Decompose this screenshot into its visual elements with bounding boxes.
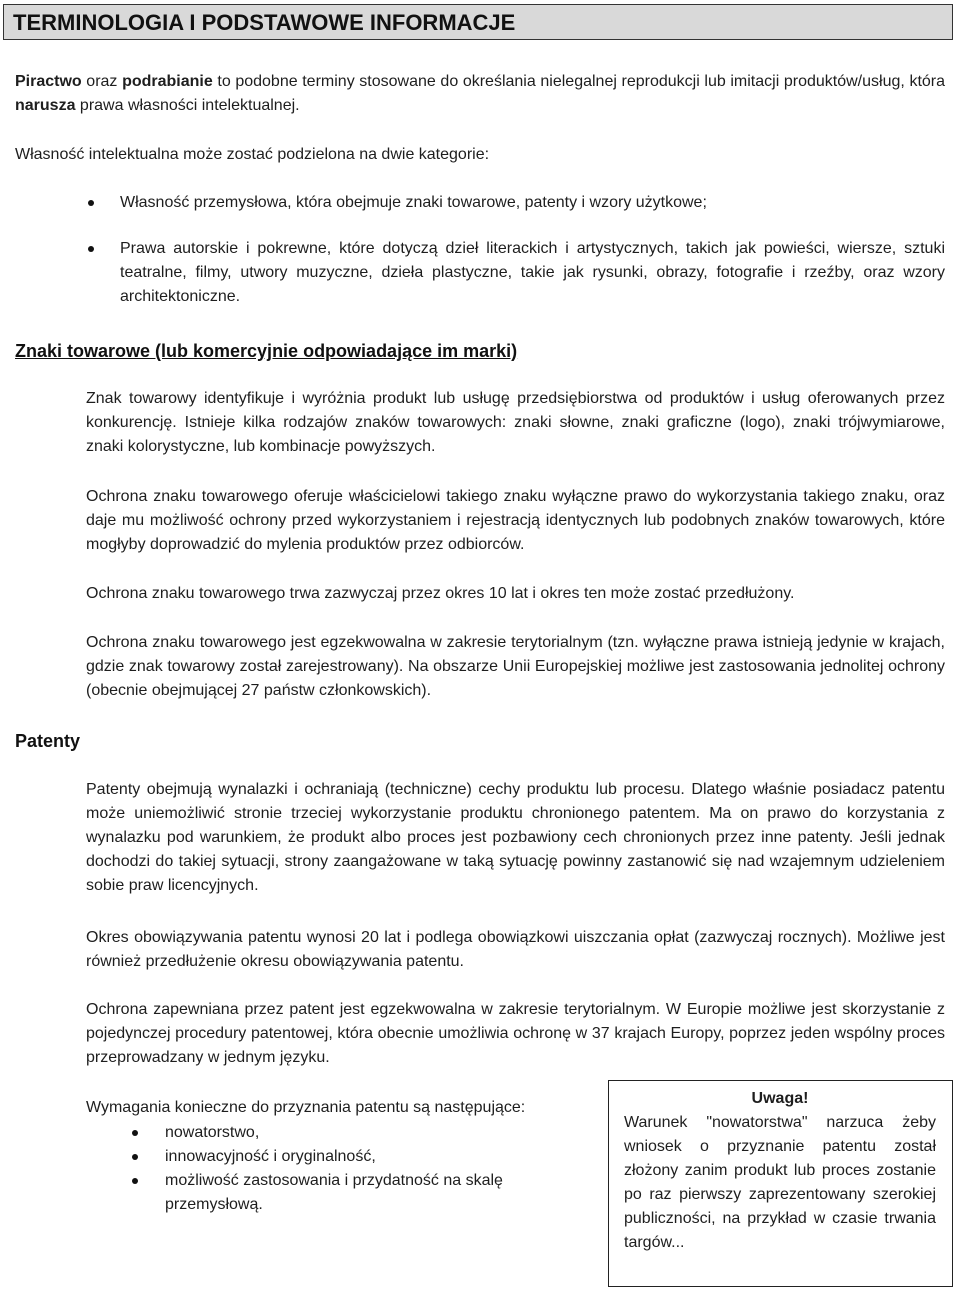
page-title: TERMINOLOGIA I PODSTAWOWE INFORMACJE (13, 10, 516, 35)
list-item-text: Prawa autorskie i pokrewne, które dotyczą dzieł literackich i artystycznych, takich jak powieści, wiersze, sztuki teatralne, filmy, utwory muzyczne, dzieła plastyczne, takie jak rysunki, obrazy, fotografie i rzeźby, oraz wzory architektoniczne. (120, 240, 945, 305)
list-item-text: możliwość zastosowania i przydatność na skalę przemysłową. (165, 1172, 503, 1213)
trademarks-paragraph-1: Znak towarowy identyfikuje i wyróżnia produkt lub usługę przedsiębiorstwa od produktów i usług oferowanych przez konkurencję. Istnieje kilka rodzajów znaków towarowych: znaki słowne, znaki graficzne (logo), znaki trójwymiarowe, znaki kolorystyczne, lub kombinacje powyższych. (86, 390, 945, 455)
term-counterfeiting: podrabianie (122, 73, 213, 90)
list-item (165, 1121, 585, 1145)
list-item-text: Własność przemysłowa, która obejmuje znaki towarowe, patenty i wzory użytkowe; (120, 194, 707, 211)
list-item-text: innowacyjność i oryginalność, (165, 1148, 376, 1165)
trademarks-paragraph-2: Ochrona znaku towarowego oferuje właścicielowi takiego znaku wyłączne prawo do wykorzystania takiego znaku, oraz daje mu możliwość ochrony przed wykorzystaniem i rejestracją identycznych lub podobnych znaków towarowych, które mogłyby doprowadzić do mylenia produktów przez odbiorców. (86, 488, 945, 553)
trademarks-heading: Znaki towarowe (lub komercyjnie odpowiadające im marki) (15, 341, 518, 361)
list-item (120, 237, 945, 309)
trademarks-paragraph-3: Ochrona znaku towarowego trwa zazwyczaj przez okres 10 lat i okres ten może zostać przedłużony. (86, 585, 795, 602)
requirements-intro: Wymagania konieczne do przyznania patentu są następujące: (86, 1099, 526, 1116)
list-item (165, 1145, 585, 1169)
patents-paragraph-3: Ochrona zapewniana przez patent jest egzekwowalna w zakresie terytorialnym. W Europie możliwe jest skorzystanie z pojedynczej procedury patentowej, która obecnie umożliwia ochronę w 37 krajach Europy, poprzez jeden wspólny proces przeprowadzany w jednym języku. (86, 1001, 945, 1066)
list-item (120, 191, 945, 215)
list-item-text: nowatorstwo, (165, 1124, 260, 1141)
term-piracy: Piractwo (15, 73, 82, 90)
ip-categories-list (120, 191, 945, 309)
note-title: Uwaga! (751, 1090, 809, 1107)
note-box (608, 1080, 953, 1287)
requirements-list (165, 1121, 585, 1217)
intro-text-3: prawa własności intelektualnej. (75, 97, 300, 114)
ip-intro: Własność intelektualna może zostać podzielona na dwie kategorie: (15, 146, 490, 163)
note-text: Warunek "nowatorstwa" narzuca żeby wniosek o przyznanie patentu został złożony zanim produkt lub proces zostanie po raz pierwszy zaprezentowany szerokiej publiczności, na przykład w czasie trwania targów... (624, 1114, 936, 1251)
patents-paragraph-2: Okres obowiązywania patentu wynosi 20 lat i podlega obowiązkowi uiszczania opłat (zazwyczaj rocznych). Możliwe jest również przedłużenie okresu obowiązywania patentu. (86, 929, 945, 970)
intro-text-2: to podobne terminy stosowane do określania nielegalnej reprodukcji lub imitacji produktów/usług, która (212, 73, 946, 90)
patents-heading: Patenty (15, 731, 81, 751)
title-box (3, 4, 953, 40)
intro-paragraph (15, 70, 945, 118)
intro-text-1: oraz (81, 73, 123, 90)
patents-paragraph-1: Patenty obejmują wynalazki i ochraniają (techniczne) cechy produktu lub procesu. Dlatego właśnie posiadacz patentu może uniemożliwić stronie trzeciej wykorzystanie produktu chronionego patentem. Ma on prawo do korzystania z wynalazku pod warunkiem, że produkt albo proces jest pozbawiony cech chronionych przez inne patenty. Jeśli jednak dochodzi do takiej sytuacji, strony zaangażowane w taką sytuację powinny zastanowić się nad wzajemnym udzieleniem sobie praw licencyjnych. (86, 781, 945, 894)
term-infringes: narusza (15, 97, 76, 114)
list-item (165, 1169, 585, 1217)
trademarks-paragraph-4: Ochrona znaku towarowego jest egzekwowalna w zakresie terytorialnym (tzn. wyłączne prawa istnieją jedynie w krajach, gdzie znak towarowy został zarejestrowany). Na obszarze Unii Europejskiej możliwe jest zastosowania jednolitej ochrony (obecnie obejmującej 27 państw członkowskich). (86, 634, 945, 699)
